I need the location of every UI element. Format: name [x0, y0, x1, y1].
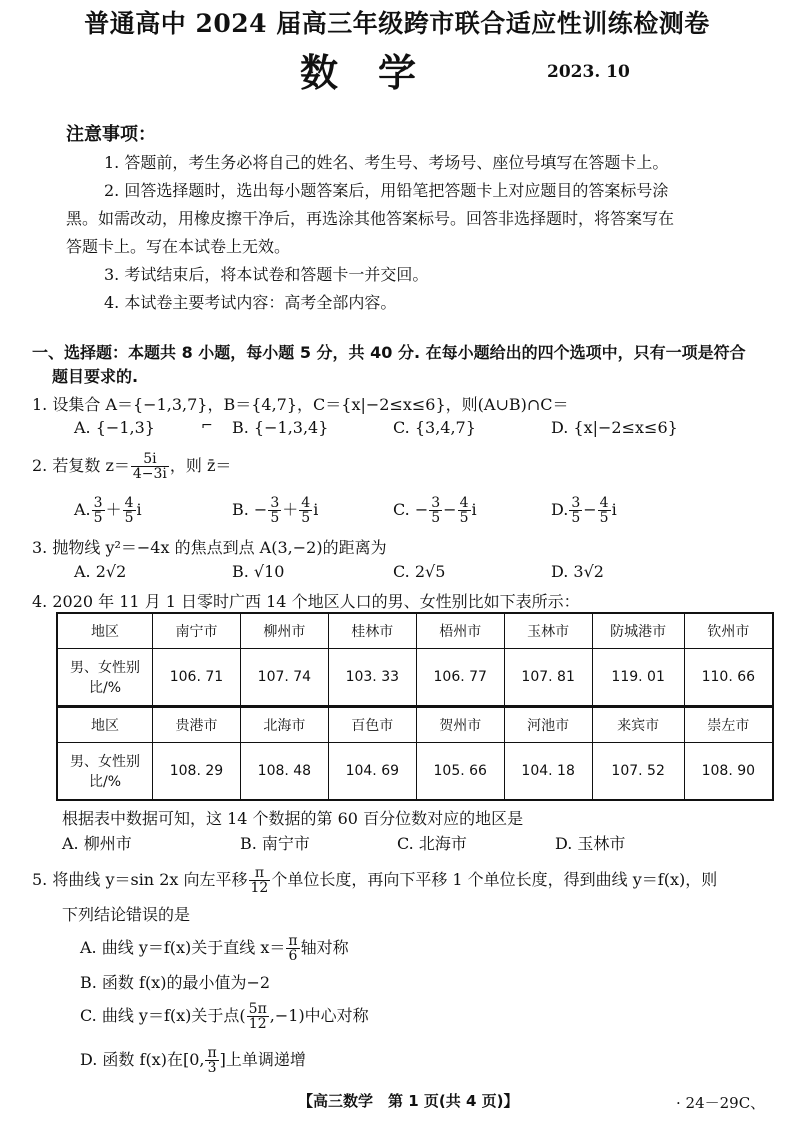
subject-title: 数学 — [300, 50, 457, 95]
table-cell: 钦州市 — [684, 613, 773, 649]
table-cell: 南宁市 — [153, 613, 241, 649]
table-cell: 崇左市 — [684, 707, 773, 743]
q3-option-a: A. 2√2 — [74, 562, 127, 581]
q3-option-d: D. 3√2 — [551, 562, 604, 581]
q5-option-b: B. 函数 f(x)的最小值为−2 — [80, 973, 271, 992]
table-cell: 106. 71 — [153, 649, 241, 707]
q4-option-b: B. 南宁市 — [240, 834, 310, 853]
table-cell: 108. 90 — [684, 743, 773, 801]
table-cell: 贵港市 — [153, 707, 241, 743]
q4-option-d: D. 玉林市 — [555, 834, 626, 853]
table-cell: 河池市 — [504, 707, 592, 743]
table-header-region: 地区 — [57, 707, 153, 743]
table-cell: 103. 33 — [328, 649, 416, 707]
table-cell: 108. 29 — [153, 743, 241, 801]
table-cell: 108. 48 — [240, 743, 328, 801]
notice-heading: 注意事项： — [66, 124, 156, 145]
section-heading-cont: 题目要求的. — [52, 367, 139, 386]
exam-date: 2023. 10 — [547, 62, 630, 82]
table-cell: 贺州市 — [416, 707, 504, 743]
q3-option-c: C. 2√5 — [393, 562, 446, 581]
table-cell: 107. 74 — [240, 649, 328, 707]
notice-line: 4. 本试卷主要考试内容：高考全部内容。 — [104, 293, 397, 312]
question-4-prompt: 根据表中数据可知，这 14 个数据的第 60 百分位数对应的地区是 — [62, 809, 524, 828]
question-5-stem: 5. 将曲线 y＝sin 2x 向左平移 $\frac{\pi}{12}$ 个单位长度，再向下平移 1 个单位长度，得到曲线 y＝f(x)，则 — [32, 865, 718, 896]
table-header-region: 地区 — [57, 613, 153, 649]
table-cell: 北海市 — [240, 707, 328, 743]
table-header-ratio: 男、女性别 比/% — [57, 649, 153, 707]
table-cell: 防城港市 — [592, 613, 684, 649]
fraction: $\frac{5i}{4-3i}$ — [132, 451, 167, 482]
q5-option-c: C. 曲线 y＝f(x)关于点( $\frac{5\pi}{12}$ ,−1)中心对称 — [80, 1001, 369, 1032]
table-cell: 105. 66 — [416, 743, 504, 801]
question-5-stem-cont: 下列结论错误的是 — [62, 905, 191, 924]
sex-ratio-table — [56, 612, 774, 801]
q4-option-a: A. 柳州市 — [62, 834, 132, 853]
notice-line: 黑。如需改动，用橡皮擦干净后，再选涂其他答案标号。回答非选择题时，将答案写在 — [66, 209, 675, 228]
q2-option-c: C. − $\frac{3}{5}$ − $\frac{4}{5}$ i — [393, 495, 477, 526]
q4-option-c: C. 北海市 — [397, 834, 467, 853]
question-4-stem: 4. 2020 年 11 月 1 日零时广西 14 个地区人口的男、女性别比如下表所示： — [32, 592, 580, 611]
section-heading: 一、选择题：本题共 8 小题，每小题 5 分，共 40 分. 在每小题给出的四个选项中，只有一项是符合 — [32, 343, 746, 362]
table-cell: 梧州市 — [416, 613, 504, 649]
notice-line: 答题卡上。写在本试卷上无效。 — [66, 237, 291, 256]
question-1-stem: 1. 设集合 A＝{−1,3,7}，B＝{4,7}，C＝{x|−2≤x≤6}，则(A∪B)∩C＝ — [32, 395, 569, 414]
table-cell: 桂林市 — [328, 613, 416, 649]
table-cell: 104. 18 — [504, 743, 592, 801]
table-cell: 107. 52 — [592, 743, 684, 801]
notice-line: 3. 考试结束后，将本试卷和答题卡一并交回。 — [104, 265, 429, 284]
q5-option-d: D. 函数 f(x)在[0, $\frac{\pi}{3}$ ]上单调递增 — [80, 1045, 306, 1076]
table-cell: 106. 77 — [416, 649, 504, 707]
table-cell: 119. 01 — [592, 649, 684, 707]
q2-option-b: B. − $\frac{3}{5}$ ＋ $\frac{4}{5}$ i — [232, 495, 319, 526]
table-cell: 来宾市 — [592, 707, 684, 743]
table-cell: 玉林市 — [504, 613, 592, 649]
q5-option-a: A. 曲线 y＝f(x)关于直线 x＝ $\frac{\pi}{6}$ 轴对称 — [80, 933, 349, 964]
notice-line: 2. 回答选择题时，选出每小题答案后，用铅笔把答题卡上对应题目的答案标号涂 — [104, 181, 669, 200]
q2-option-d: D. $\frac{3}{5}$ − $\frac{4}{5}$ i — [551, 495, 617, 526]
q1-option-d: D. {x|−2≤x≤6} — [551, 418, 678, 437]
table-cell: 110. 66 — [684, 649, 773, 707]
q1-option-b: B. {−1,3,4} — [232, 418, 329, 437]
stray-mark: ⌐ — [201, 418, 213, 434]
q3-option-b: B. √10 — [232, 562, 285, 581]
table-cell: 柳州市 — [240, 613, 328, 649]
table-cell: 107. 81 — [504, 649, 592, 707]
notice-line: 1. 答题前，考生务必将自己的姓名、考生号、考场号、座位号填写在答题卡上。 — [104, 153, 669, 172]
exam-code: · 24－29C、 — [676, 1094, 766, 1112]
q1-option-c: C. {3,4,7} — [393, 418, 476, 437]
q1-option-a: A. {−1,3} — [74, 418, 155, 437]
question-3-stem: 3. 抛物线 y²＝−4x 的焦点到点 A(3,−2)的距离为 — [32, 538, 387, 557]
table-header-ratio: 男、女性别 比/% — [57, 743, 153, 801]
q2-option-a: A. $\frac{3}{5}$ ＋ $\frac{4}{5}$ i — [74, 495, 142, 526]
table-cell: 百色市 — [328, 707, 416, 743]
exam-title: 普通高中 2024 届高三年级跨市联合适应性训练检测卷 — [84, 9, 710, 38]
page-footer: 【高三数学 第 1 页(共 4 页)】 — [298, 1092, 519, 1110]
question-2-stem: 2. 若复数 z＝ $\frac{5i}{4-3i}$ ，则 z̄＝ — [32, 451, 232, 482]
table-cell: 104. 69 — [328, 743, 416, 801]
